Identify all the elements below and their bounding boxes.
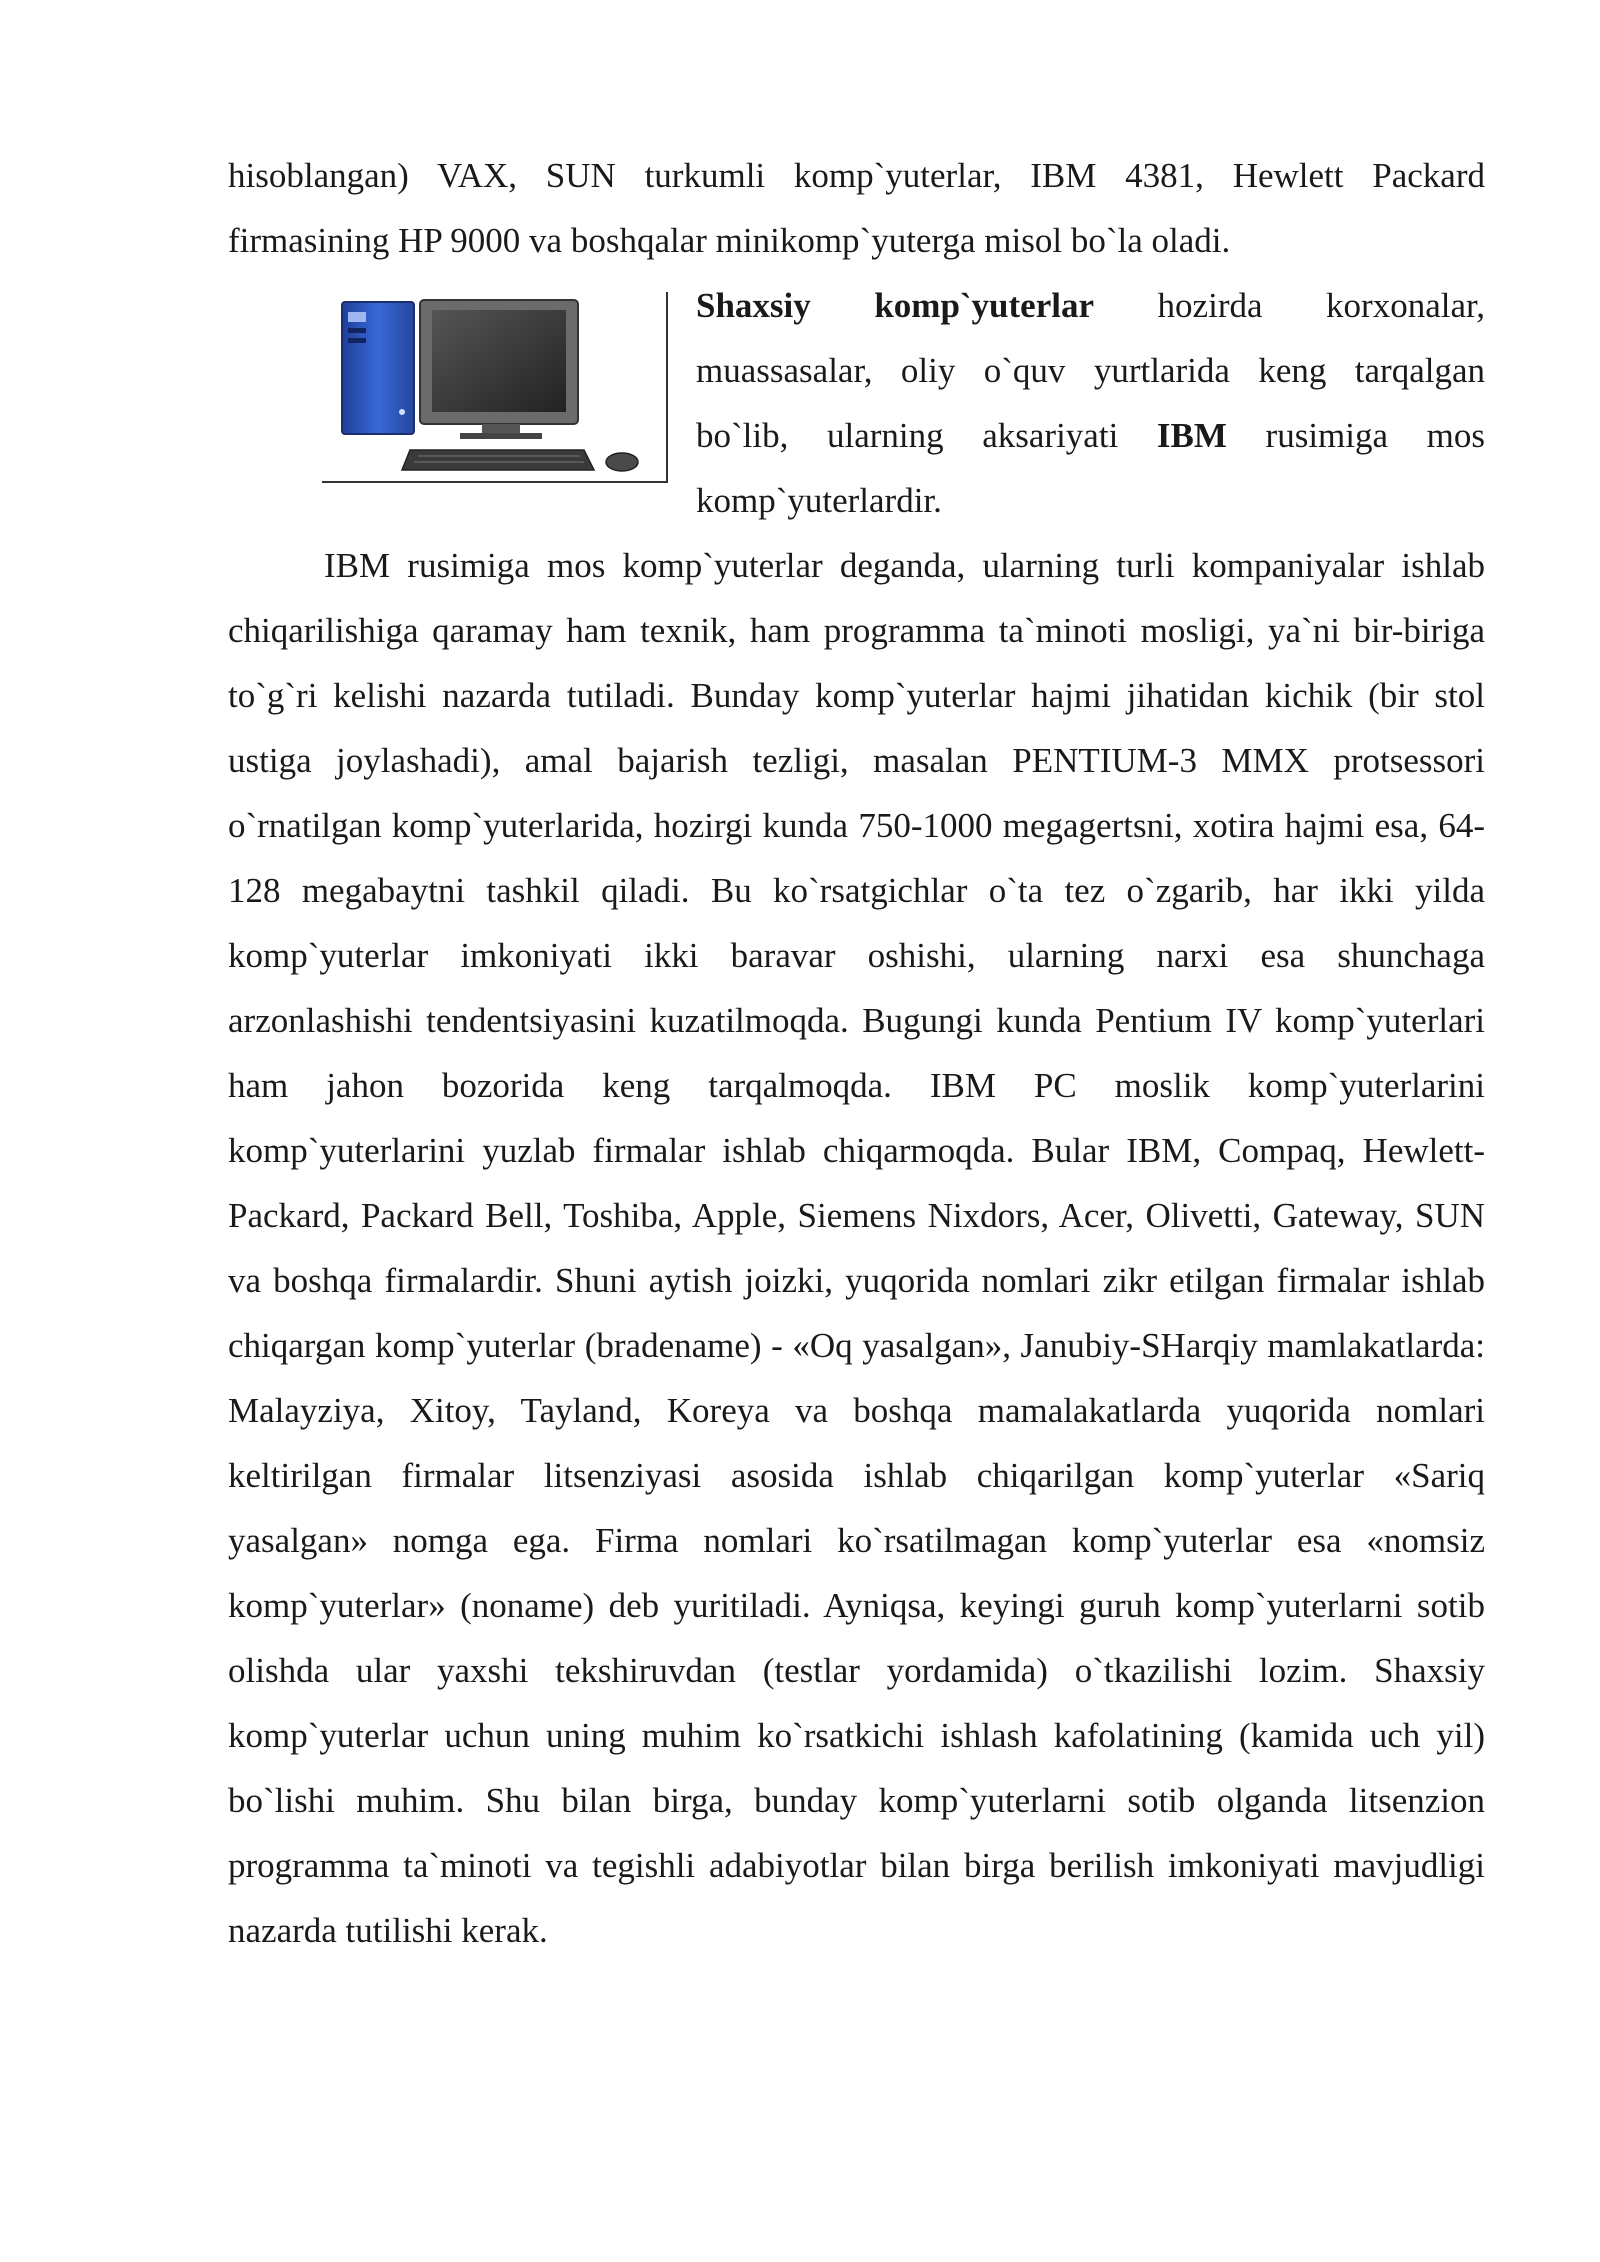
paragraph-ibm-compatible-text: IBM rusimiga mos komp`yuterlar deganda, ularning turli kompaniyalar ishlab chiqarilishiga qaramay ham texnik, ham programma ta`minoti mosligi, ya`ni bir-biriga to`g`ri kelishi nazarda tutiladi. Bunday komp`yuterlar hajmi jihatidan kichik (bir stol ustiga joylashadi), amal bajarish tezligi, masalan PENTIUM-3 MMX protsessori o`rnatilgan komp`yuterlarida, hozirgi kunda 750-1000 megagertsni, xotira hajmi esa, 64-128 megabaytni tashkil qiladi. Bu ko`rsatgichlar o`ta tez o`zgarib, har ikki yilda komp`yuterlar imkoniyati ikki baravar oshishi, ularning narxi esa shunchaga arzonlashishi tendentsiyasini kuzatilmoqda. Bugungi kunda Pentium IV komp`yuterlari ham jahon bozorida keng tarqalmoqda. IBM PC moslik komp`yuterlarini komp`yuterlarini yuzlab firmalar ishlab chiqarmoqda. Bular IBM, Compaq, Hewlett-Packard, Packard Bell, Toshiba, Apple, Siemens Nixdors, Acer, Olivetti, Gateway, SUN va boshqa firmalardir. Shuni aytish joizki, yuqorida nomlari zikr etilgan firmalar ishlab chiqargan komp`yuterlar (bradename) - «Oq yasalgan», Janubiy-SHarqiy mamlakatlarda: Malayziya, Xitoy, Tayland, Koreya va boshqa mamalakatlarda yuqorida nomlari keltirilgan firmalar litsenziyasi asosida ishlab chiqarilgan komp`yuterlar «Sariq yasalgan» nomga ega. Firma nomlari ko`rsatilmagan komp`yuterlar esa «nomsiz komp`yuterlar» (noname) deb yuritiladi. Ayniqsa, keyingi guruh komp`yuterlarni sotib olishda ular yaxshi tekshiruvdan (testlar yordamida) o`tkazilishi lozim. Shaxsiy komp`yuterlar uchun uning muhim ko`rsatkichi ishlash kafolatining (kamida uch yil) bo`lishi muhim. Shu bilan birga, bunday komp`yuterlarni sotib olganda litsenzion programma ta`minoti va tegishli adabiyotlar bilan birga berilish imkoniyati mavjudligi nazarda tutilishi kerak. — [228, 546, 1485, 1950]
paragraph-personal-computers-part2: rusimiga mos komp`yuterlardir. — [696, 416, 1485, 520]
paragraph-ibm-compatible — [228, 533, 1485, 1963]
paragraph-personal-computers-text — [696, 273, 1485, 533]
computer-figure — [322, 292, 670, 486]
paragraph-intro — [228, 143, 1485, 273]
paragraph-personal-computers — [696, 273, 1485, 533]
term-personal-computers: Shaxsiy komp`yuterlar — [696, 286, 1095, 325]
term-ibm: IBM — [1156, 416, 1227, 455]
paragraph-intro-text: hisoblangan) VAX, SUN turkumli komp`yuterlar, IBM 4381, Hewlett Packard firmasining HP 9000 va boshqalar minikomp`yuterga misol bo`la oladi. — [228, 156, 1485, 260]
personal-computer-icon — [322, 292, 670, 486]
paragraph-personal-computers-part1: hozirda korxonalar, muassasalar, oliy o`quv yurtlarida keng tarqalgan bo`lib, ularning aksariyati — [696, 286, 1486, 455]
